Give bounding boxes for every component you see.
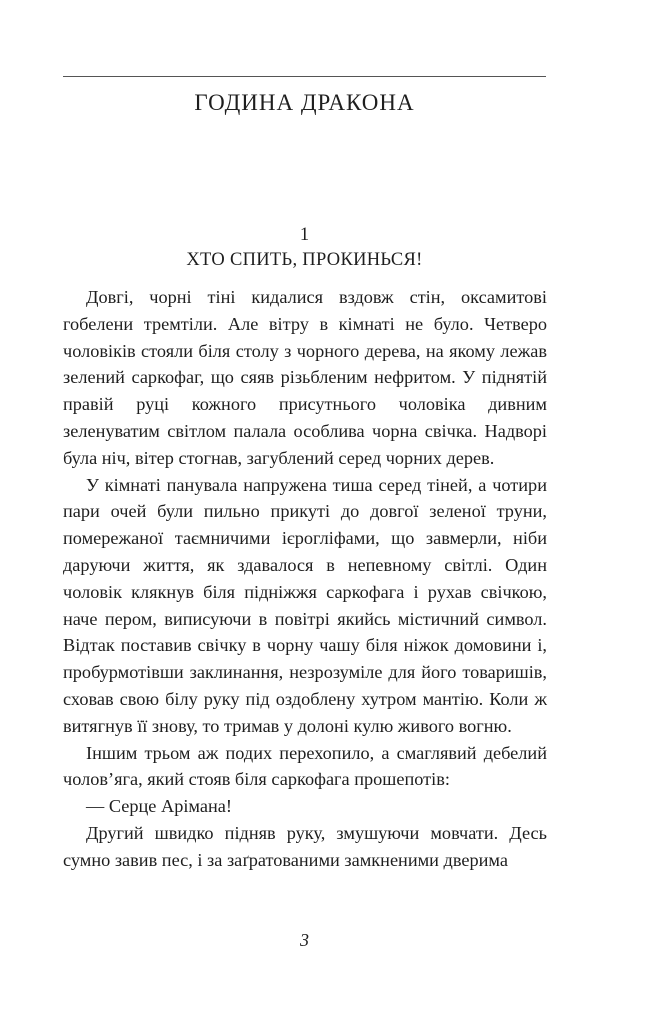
book-title: ГОДИНА ДРАКОНА (194, 90, 415, 115)
paragraph: — Серце Арімана! (86, 796, 232, 817)
chapter-title: ХТО СПИТЬ, ПРОКИНЬСЯ! (186, 250, 423, 270)
body-text (63, 284, 547, 874)
header-rule (63, 76, 546, 77)
paragraph: Другий швидко підняв руку, змушуючи мовчати. Десь сумно завив пес, і за заґратованими замкненими дверима (63, 822, 547, 870)
paragraph: Іншим трьом аж подих перехопило, а смаглявий дебелий чолов’яга, який стояв біля саркофага прошепотів: (63, 742, 547, 790)
page-number: 3 (300, 930, 309, 950)
chapter-number: 1 (299, 225, 310, 245)
paragraph: У кімнаті панувала напружена тиша серед тіней, а чотири пари очей були пильно прикуті до довгої зеленої труни, помережаної таємничими ієрогліфами, що завмерли, ніби даруючи життя, як здавалося в непевному світлі. Один чоловік клякнув біля підніжжя саркофага і рухав свічкою, наче пером, виписуючи в повітрі якийсь містичний символ. Відтак поставив свічку в чорну чашу біля ніжок домовини і, пробурмотівши заклинання, незрозуміле для його товаришів, сховав свою білу руку під оздоблену хутром мантію. Коли ж витягнув її знову, то тримав у долоні кулю живого вогню. (63, 474, 547, 736)
paragraph: Довгі, чорні тіні кидалися вздовж стін, оксамитові гобелени тремтіли. Але вітру в кімнаті не було. Четверо чоловіків стояли біля столу з чорного дерева, на якому лежав зелений саркофаг, що сяяв різьбленим нефритом. У піднятій правій руці кожного присутнього чоловіка дивним зеленуватим світлом палала особлива чорна свічка. Надворі була ніч, вітер стогнав, загублений серед чорних дерев. (63, 287, 547, 468)
